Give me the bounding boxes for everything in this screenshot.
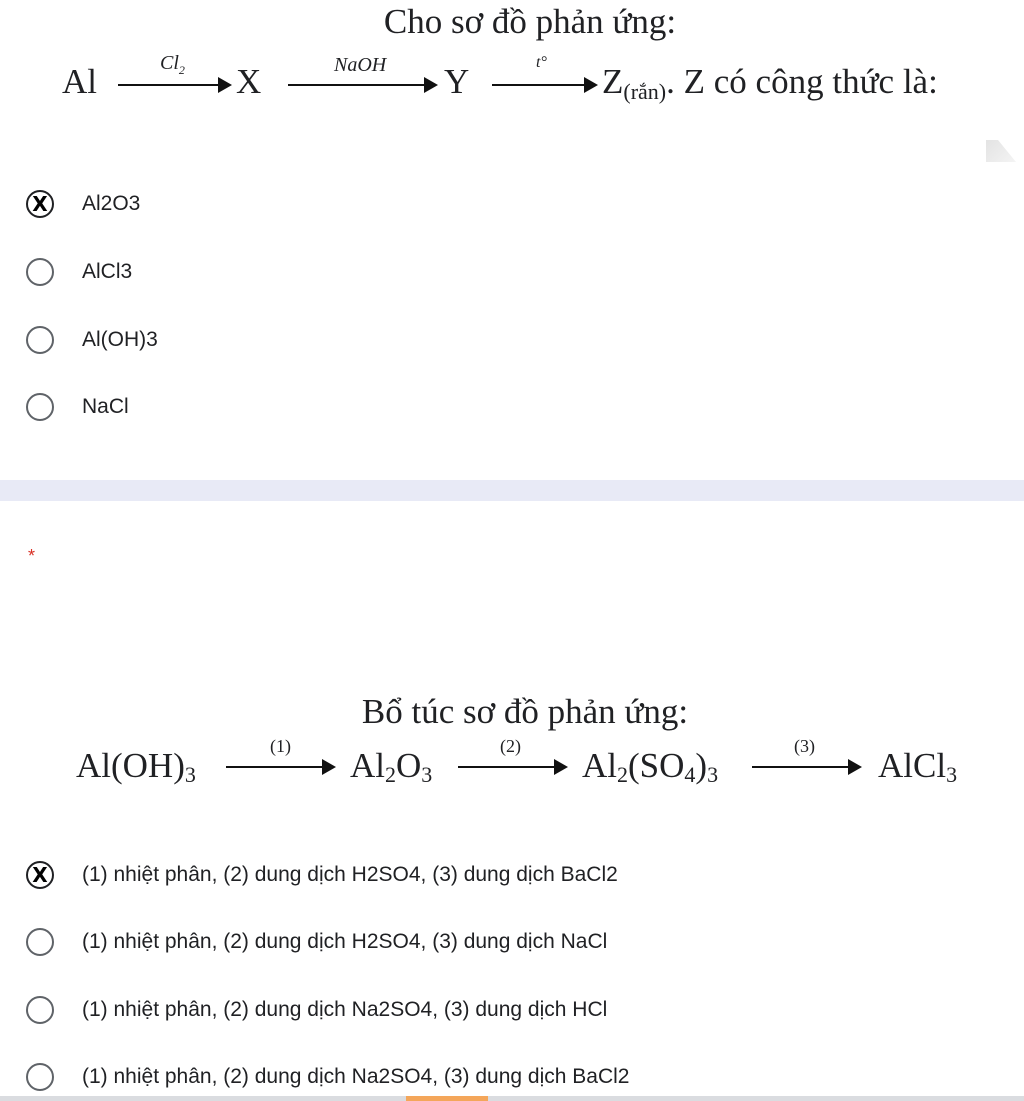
reaction-arrow — [226, 766, 334, 768]
reaction-arrow — [752, 766, 860, 768]
arrow-label-step-3: (3) — [794, 736, 815, 756]
scheme-compound-al2o3: $Al_2O_3$ — [350, 746, 433, 787]
option-label: (1) nhiệt phân, (2) dung dịch Na2SO4, (3) dung dịch BaCl2 — [82, 1065, 630, 1088]
radio-button[interactable] — [26, 861, 54, 889]
option-h2so4-nacl[interactable] — [26, 925, 607, 959]
option-al2o3[interactable] — [26, 187, 140, 221]
bottom-scrollbar-thumb[interactable] — [406, 1096, 488, 1101]
arrow-label-step-2: (2) — [500, 736, 521, 756]
reaction-arrow — [492, 84, 596, 86]
radio-button[interactable] — [26, 928, 54, 956]
corner-decoration — [986, 140, 1016, 162]
option-alcl3[interactable] — [26, 255, 132, 289]
reaction-arrow — [458, 766, 566, 768]
option-na2so4-bacl2[interactable] — [26, 1060, 630, 1094]
option-label: (1) nhiệt phân, (2) dung dịch H2SO4, (3) dung dịch NaCl — [82, 930, 608, 953]
bottom-scrollbar-track — [0, 1096, 1024, 1101]
scheme-compound-al2so43: $Al_2(SO_4)_3$ — [582, 746, 719, 787]
option-label: (1) nhiệt phân, (2) dung dịch H2SO4, (3) dung dịch BaCl2 — [82, 863, 618, 886]
option-label: AlCl3 — [82, 260, 133, 283]
option-label: Al(OH)3 — [82, 328, 158, 351]
option-h2so4-bacl2[interactable] — [26, 858, 618, 892]
arrow-label-naoh: NaOH — [334, 54, 387, 76]
x-mark-icon: X — [32, 192, 48, 216]
radio-button[interactable] — [26, 190, 54, 218]
scheme-compound-aloh3: $Al(OH)_3$ — [76, 746, 196, 787]
scheme-species-x: X — [236, 62, 262, 101]
required-marker: * — [28, 546, 36, 566]
x-mark-icon: X — [32, 863, 48, 887]
scheme-species-al: Al — [62, 62, 97, 101]
question-1-title: Cho sơ đồ phản ứng: — [383, 2, 677, 41]
question-divider — [0, 480, 1024, 501]
reaction-arrow — [288, 84, 436, 86]
reaction-arrow — [118, 84, 230, 86]
radio-button[interactable] — [26, 996, 54, 1024]
option-label: (1) nhiệt phân, (2) dung dịch Na2SO4, (3) dung dịch HCl — [82, 998, 608, 1021]
arrow-label-heat: t° — [536, 54, 547, 71]
option-na2so4-hcl[interactable] — [26, 993, 607, 1027]
radio-button[interactable] — [26, 393, 54, 421]
radio-button[interactable] — [26, 1063, 54, 1091]
radio-button[interactable] — [26, 258, 54, 286]
option-label: Al2O3 — [82, 192, 141, 215]
question-2-title: Bổ túc sơ đồ phản ứng: — [361, 692, 689, 731]
arrow-label-cl2: $Cl_2$ — [160, 52, 185, 77]
option-nacl[interactable] — [26, 390, 129, 424]
arrow-label-step-1: (1) — [270, 736, 291, 756]
radio-button[interactable] — [26, 326, 54, 354]
option-label: NaCl — [82, 395, 129, 418]
scheme-species-y: Y — [444, 62, 470, 101]
option-aloh3[interactable] — [26, 323, 158, 357]
scheme-compound-alcl3: AlCl$_3$ — [878, 746, 958, 787]
scheme-species-z: $Z_{(rắn)}$. Z có công thức là: — [602, 62, 938, 104]
